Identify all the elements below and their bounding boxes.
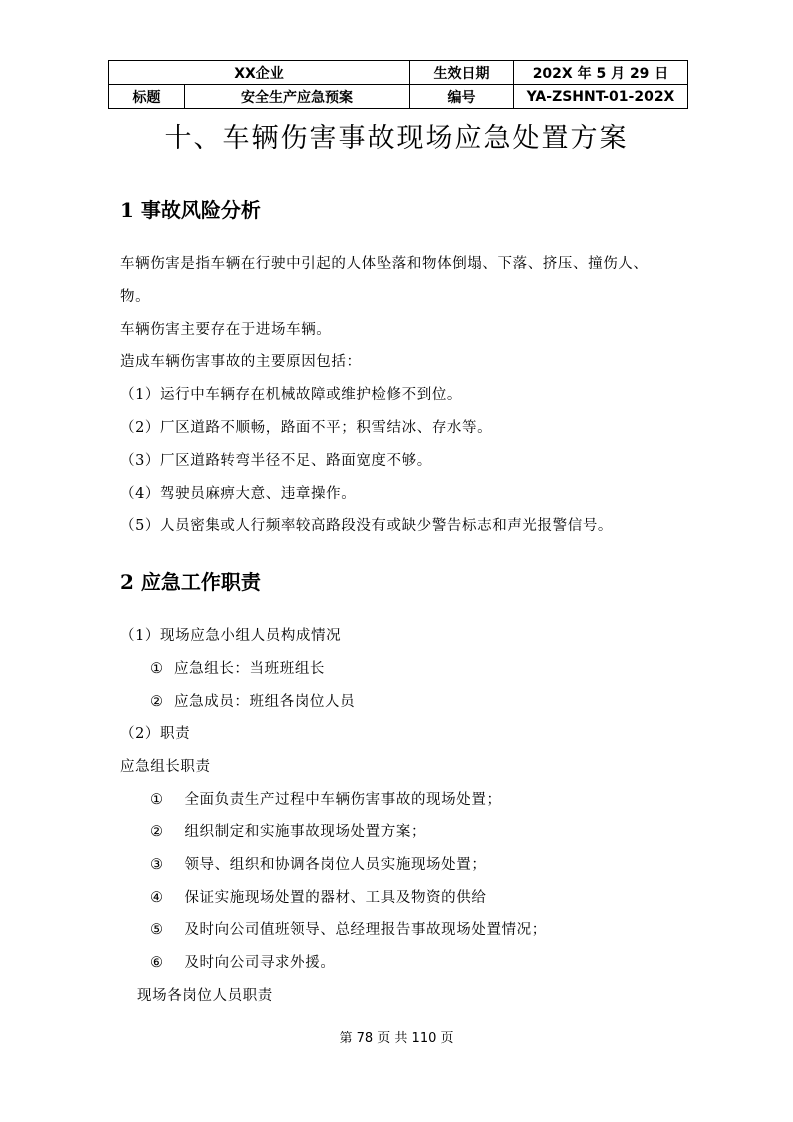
- section-1-heading: 1 事故风险分析: [120, 198, 261, 222]
- team-item-2: [150, 690, 355, 711]
- leader-duty-2: [150, 820, 426, 841]
- team-item-2-text: 应急成员：班组各岗位人员: [174, 694, 356, 710]
- risk-paragraph-3: 造成车辆伤害事故的主要原因包括：: [120, 354, 362, 370]
- team-item-1-marker: ①: [150, 661, 164, 677]
- effective-date-value: 202X 年 5 月 29 日: [514, 61, 688, 85]
- cause-item-2: （2）厂区道路不顺畅，路面不平；积雪结冰、存水等。: [120, 420, 493, 436]
- number-label: 编号: [410, 85, 514, 109]
- leader-duty-2-marker: ②: [150, 824, 164, 840]
- document-title: 十、车辆伤害事故现场应急处置方案: [164, 123, 629, 154]
- risk-paragraph-2: 车辆伤害主要存在于进场车辆。: [120, 322, 332, 338]
- leader-duty-3-marker: ③: [150, 857, 164, 873]
- leader-duty-3: [150, 853, 486, 874]
- leader-duty-6: [150, 951, 335, 972]
- leader-duty-4-marker: ④: [150, 890, 164, 906]
- leader-duties-heading: 应急组长职责: [120, 759, 211, 775]
- leader-duty-6-text: 及时向公司寻求外援。: [184, 955, 336, 971]
- title-value: 安全生产应急预案: [185, 85, 410, 109]
- leader-duty-1-text: 全面负责生产过程中车辆伤害事故的现场处置；: [184, 792, 502, 808]
- leader-duty-5-marker: ⑤: [150, 922, 164, 938]
- leader-duty-5-text: 及时向公司值班领导、总经理报告事故现场处置情况；: [184, 922, 547, 938]
- leader-duty-5: [150, 918, 547, 939]
- leader-duty-2-text: 组织制定和实施事故现场处置方案；: [184, 824, 427, 840]
- title-label: 标题: [109, 85, 185, 109]
- leader-duty-1-marker: ①: [150, 792, 164, 808]
- team-heading: （1）现场应急小组人员构成情况: [120, 628, 342, 644]
- document-header-table: [108, 60, 688, 109]
- cause-item-1: （1）运行中车辆存在机械故障或维护检修不到位。: [120, 387, 463, 403]
- team-item-1-text: 应急组长：当班班组长: [174, 661, 326, 677]
- duties-heading: （2）职责: [120, 726, 191, 742]
- cause-item-4: （4）驾驶员麻痹大意、违章操作。: [120, 486, 357, 502]
- cause-item-3: （3）厂区道路转弯半径不足、路面宽度不够。: [120, 453, 432, 469]
- header-row-1: [109, 61, 688, 85]
- header-row-2: [109, 85, 688, 109]
- effective-date-label: 生效日期: [410, 61, 514, 85]
- leader-duty-4-text: 保证实施现场处置的器材、工具及物资的供给: [184, 890, 487, 906]
- page-footer: 第 78 页 共 110 页: [339, 1031, 454, 1046]
- member-duties-heading: 现场各岗位人员职责: [137, 988, 273, 1004]
- team-item-2-marker: ②: [150, 694, 164, 710]
- leader-duty-1: [150, 788, 502, 809]
- cause-item-5: （5）人员密集或人行频率较高路段没有或缺少警告标志和声光报警信号。: [120, 518, 614, 534]
- team-item-1: [150, 657, 325, 678]
- leader-duty-4: [150, 886, 486, 907]
- company-name: XX企业: [109, 61, 410, 85]
- risk-paragraph-line-1: 车辆伤害是指车辆在行驶中引起的人体坠落和物体倒塌、下落、挤压、撞伤人、: [120, 256, 649, 272]
- section-2-heading: 2 应急工作职责: [120, 570, 261, 594]
- leader-duty-3-text: 领导、组织和协调各岗位人员实施现场处置；: [184, 857, 487, 873]
- number-value: YA-ZSHNT-01-202X: [514, 85, 688, 109]
- risk-paragraph-line-2: 物。: [120, 289, 151, 305]
- leader-duty-6-marker: ⑥: [150, 955, 164, 971]
